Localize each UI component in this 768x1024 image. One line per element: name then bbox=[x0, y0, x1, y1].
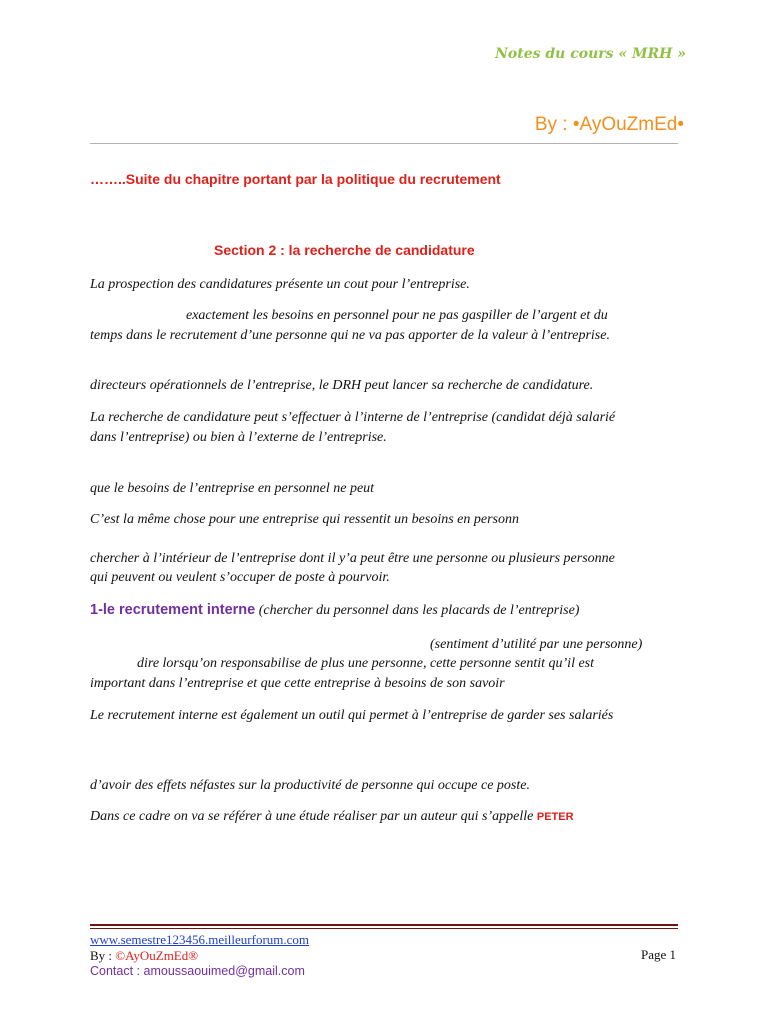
paragraph-11: d’avoir des effets néfastes sur la productivité de personne qui occupe ce poste. bbox=[90, 778, 530, 793]
paragraph-5: que le besoins de l’entreprise en personnel ne peut bbox=[90, 481, 375, 496]
subsection-interne-title: 1-le recrutement interne bbox=[90, 602, 256, 618]
paragraph-2-line-2: temps dans le recrutement d’une personne qui ne va pas apporter de la valeur à l’entreprise. bbox=[90, 328, 610, 343]
paragraph-7-line-1: chercher à l’intérieur de l’entreprise dont il y’a peut être une personne ou plusieurs personne bbox=[90, 551, 615, 566]
footer-author-name: ©AyOuZmEd® bbox=[115, 948, 199, 963]
footer-contact-email: Contact : amoussaouimed@gmail.com bbox=[90, 964, 305, 978]
header-course-notes: Notes du cours « MRH » bbox=[495, 46, 686, 62]
chapter-heading: ……..Suite du chapitre portant par la politique du recrutement bbox=[90, 171, 501, 187]
paragraph-6: C’est la même chose pour une entreprise qui ressentit un besoins en personn bbox=[90, 512, 520, 527]
footer-author-prefix: By : bbox=[90, 948, 116, 963]
footer-author bbox=[90, 948, 198, 964]
paragraph-10: Le recrutement interne est également un outil qui permet à l’entreprise de garder ses salariés bbox=[90, 708, 614, 723]
page-number: Page 1 bbox=[640, 947, 676, 962]
paragraph-7-line-2: qui peuvent ou veulent s’occuper de poste à pourvoir. bbox=[90, 570, 390, 585]
section-heading: Section 2 : la recherche de candidature bbox=[214, 242, 475, 258]
subsection-interne-description: (chercher du personnel dans les placards de l’entreprise) bbox=[255, 603, 580, 618]
paragraph-8: (sentiment d’utilité par une personne) bbox=[430, 637, 643, 652]
paragraph-2-line-1: exactement les besoins en personnel pour ne pas gaspiller de l’argent et du bbox=[186, 308, 608, 323]
subsection-interne bbox=[90, 601, 579, 620]
header-divider bbox=[90, 143, 678, 144]
header-author: By : •AyOuZmEd• bbox=[534, 114, 684, 135]
paragraph-9-line-1: dire lorsqu’on responsabilise de plus une personne, cette personne sentit qu’il est bbox=[137, 656, 595, 671]
author-name-peter: PETER bbox=[536, 811, 574, 823]
paragraph-4-line-1: La recherche de candidature peut s’effectuer à l’interne de l’entreprise (candidat déjà salarié bbox=[90, 410, 616, 425]
paragraph-3: directeurs opérationnels de l’entreprise, le DRH peut lancer sa recherche de candidature. bbox=[90, 378, 594, 393]
footer-divider-thick bbox=[90, 924, 678, 926]
paragraph-12-text: Dans ce cadre on va se référer à une étude réaliser par un auteur qui s’appelle bbox=[90, 809, 537, 824]
paragraph-1: La prospection des candidatures présente un cout pour l’entreprise. bbox=[90, 277, 470, 292]
footer-forum-link[interactable]: www.semestre123456.meilleurforum.com bbox=[90, 932, 310, 947]
footer-divider-thin bbox=[90, 928, 678, 929]
paragraph-9-line-2: important dans l’entreprise et que cette entreprise à besoins de son savoir bbox=[90, 676, 505, 691]
paragraph-4-line-2: dans l’entreprise) ou bien à l’externe de l’entreprise. bbox=[90, 430, 387, 445]
paragraph-12 bbox=[90, 807, 574, 827]
